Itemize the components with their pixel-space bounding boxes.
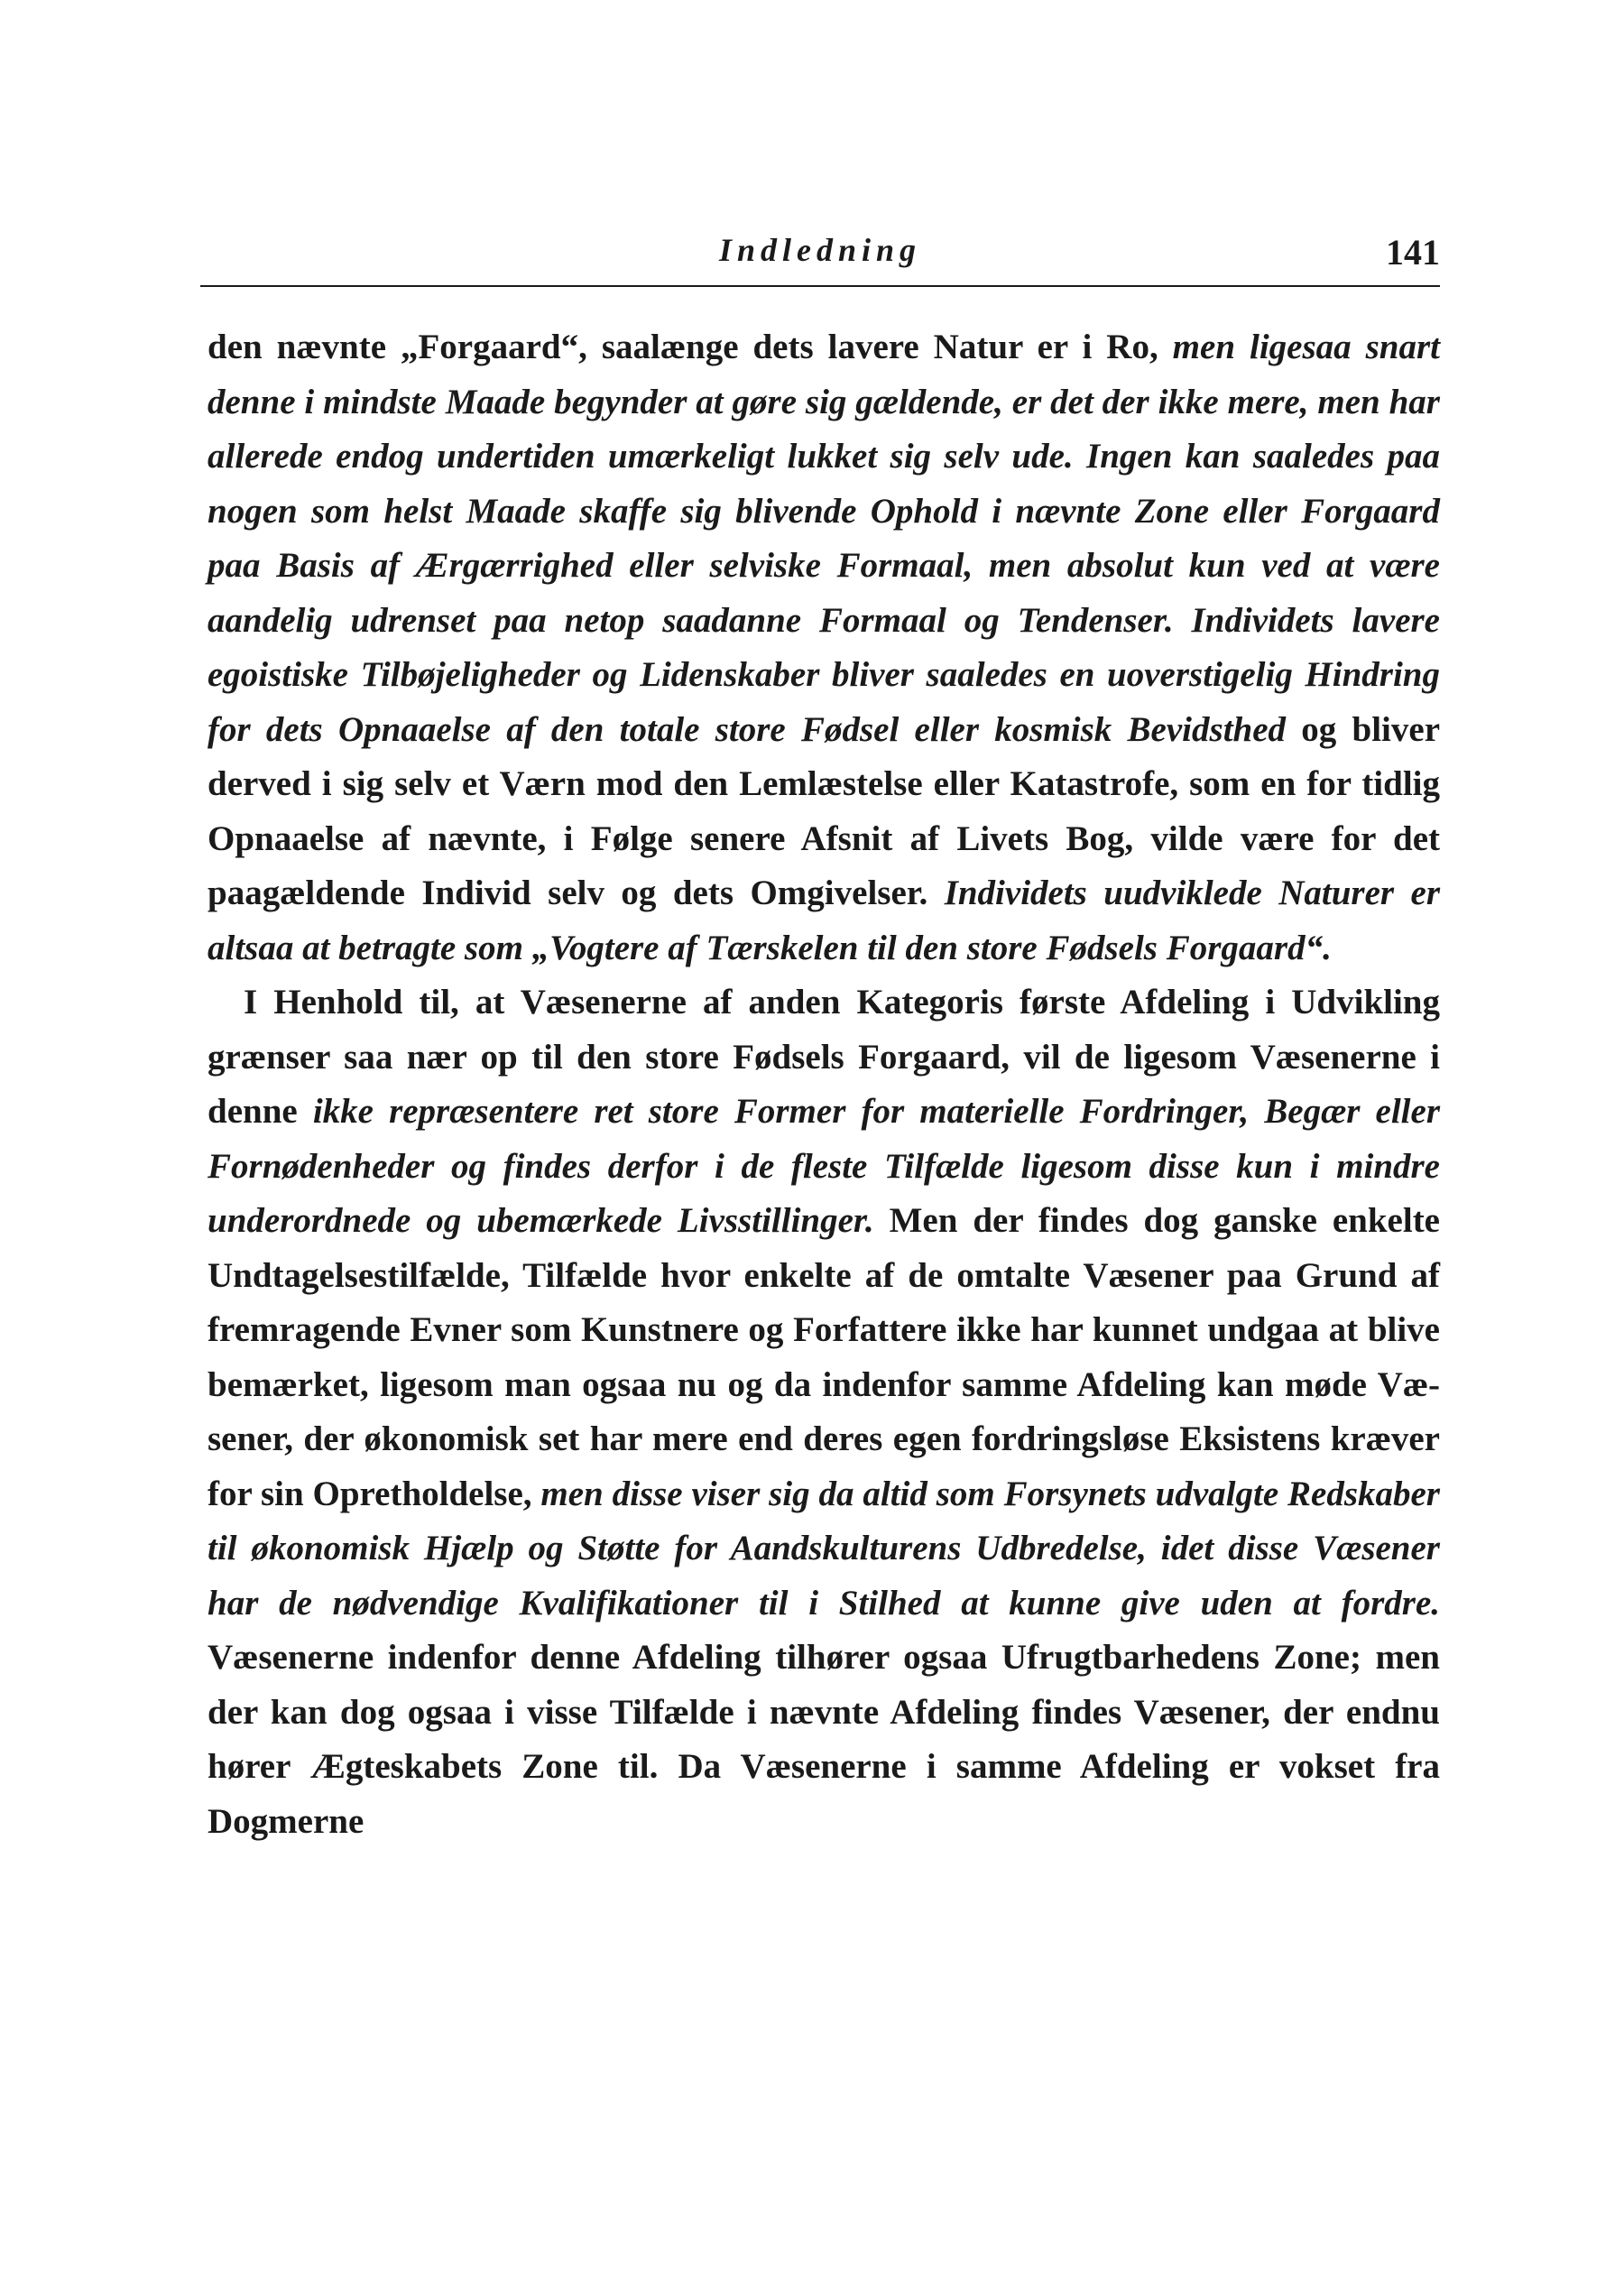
paragraph [208, 320, 1440, 975]
text-segment: Men der findes dog ganske enkelte Undtagelsestilfælde, Tilfælde hvor enkelte af de omtalte Væsener paa Grund af fremragende Evner som Kunstnere og Forfattere ikke har kunnet undgaa at blive bemærket, ligesom man ogsaa nu og da indenfor samme Afdeling kan møde Væsener, der økonomisk set har mere end deres egen fordringsløse Eksistens kræver for sin Opretholdelse, [208, 1201, 1440, 1513]
italic-segment: men ligesaa snart denne i mindste Maade begynder at gøre sig gældende, er det der ikke mere, men har allerede endog undertiden umærkeligt lukket sig selv ude. Ingen kan saaledes paa nogen som helst Maade skaffe sig blivende Ophold i nævnte Zone eller Forgaard paa Basis af Ærgærrighed eller selviske Formaal, men absolut kun ved at være aandelig udrenset paa netop saadanne Formaal og Tendenser. Individets lavere egoistiske Tilbøjeligheder og Lidenskaber bliver saaledes en uoverstigelig Hindring for dets Opnaaelse af den totale store Fødsel eller kosmisk Bevidsthed [208, 328, 1440, 749]
paragraph [208, 975, 1440, 1849]
italic-segment: Individets uudviklede Naturer er altsaa at betragte som „Vogtere af Tærskelen til den store Fødsels Forgaard“. [208, 874, 1440, 967]
body-text [208, 320, 1440, 1849]
text-segment: I Henhold til, at Væsenerne af anden Kategoris første Afdeling i Udvikling grænser saa nær op til den store Fødsels Forgaard, vil de ligesom Væsenerne i denne [208, 983, 1440, 1131]
text-segment: den nævnte „Forgaard“, saalænge dets lavere Natur er i Ro, [208, 328, 1173, 366]
italic-segment: ikke repræsentere ret store Former for materielle Fordringer, Begær eller Fornødenheder og findes derfor i de fleste Tilfælde ligesom disse kun i mindre underordnede og ubemærkede Livsstillinger. [208, 1092, 1440, 1240]
running-title: Indledning [718, 232, 922, 268]
page-number: 141 [1386, 232, 1440, 273]
text-segment: Væsenerne indenfor denne Afdeling tilhører ogsaa Ufrugtbarhedens Zone; men der kan dog ogsaa i visse Tilfælde i nævnte Afdeling findes Væsener, der endnu hører Ægteskabets Zone til. Da Væsenerne i samme Afdeling er vokset fra Dogmerne [208, 1638, 1440, 1841]
italic-segment: men disse viser sig da altid som Forsynets udvalgte Redskaber til økonomisk Hjælp og Støtte for Aandskulturens Udbredelse, idet disse Væsener har de nødvendige Kvalifikationer til i Stilhed at kunne give uden at fordre. [208, 1474, 1440, 1623]
text-segment: og bliver derved i sig selv et Værn mod den Lemlæstelse eller Katastrofe, som en for tidlig Opnaaelse af nævnte, i Følge senere Afsnit af Livets Bog, vilde være for det paagældende Individ selv og dets Omgivelser. [208, 709, 1440, 912]
page-header [200, 231, 1440, 285]
header-rule [200, 285, 1440, 287]
